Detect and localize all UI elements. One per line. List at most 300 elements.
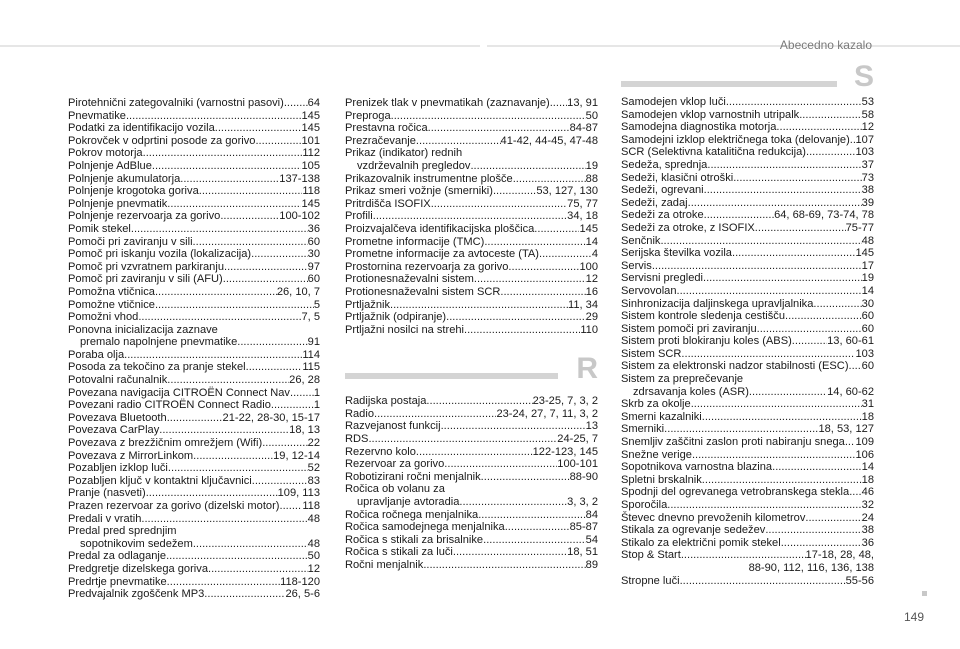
index-entry-pages: 31 xyxy=(861,398,874,411)
index-entry-pages: 103 xyxy=(855,347,874,360)
dot-leader xyxy=(373,210,567,223)
dot-leader xyxy=(757,323,862,336)
index-entry-pages: 13 xyxy=(585,420,598,433)
dot-leader xyxy=(664,423,818,436)
index-entry-term: Pomožne vtičnice xyxy=(68,298,155,311)
index-entry-pages: 38 xyxy=(861,524,874,537)
index-entry-term: Skrb za okolje xyxy=(621,398,691,411)
index-entry-term: Prostornina rezervoarja za gorivo xyxy=(345,260,509,273)
index-entry-term: Podatki za identifikacijo vozila xyxy=(68,122,215,135)
index-entry-term: Polnjenje rezervoarja za gorivo xyxy=(68,210,221,223)
index-entry xyxy=(68,412,320,425)
dot-leader xyxy=(167,576,280,589)
dot-leader xyxy=(652,260,862,273)
index-entry-pages: 1 xyxy=(313,386,320,399)
index-entry-pages: 106 xyxy=(855,448,874,461)
dot-leader xyxy=(849,486,861,499)
index-entry-term: Povezava Bluetooth xyxy=(68,411,167,424)
index-entry xyxy=(621,373,874,386)
index-entry xyxy=(345,223,598,236)
index-entry-term: Samodejen vklop varnostnih utripalk xyxy=(621,108,800,121)
dot-leader xyxy=(508,261,579,274)
index-entry xyxy=(68,261,320,274)
index-entry xyxy=(68,387,320,400)
index-entry-pages: 32 xyxy=(861,499,874,511)
index-entry xyxy=(68,399,320,412)
dot-leader xyxy=(255,135,301,148)
index-entry-term: Radijska postaja xyxy=(345,395,427,408)
index-entry xyxy=(68,576,320,589)
dot-leader xyxy=(550,97,567,110)
dot-leader xyxy=(483,534,586,547)
index-entry-pages: 145 xyxy=(579,222,598,235)
dot-leader xyxy=(271,399,314,412)
index-entry-pages: 101 xyxy=(301,134,320,147)
index-entry-term: Stop & Start xyxy=(621,549,681,562)
index-entry xyxy=(621,298,874,311)
dot-leader xyxy=(199,185,303,198)
index-entry-term: Ročica s stikali za luči xyxy=(345,546,453,559)
index-entry-term: Sopotnikova varnostna blazina xyxy=(621,461,773,474)
index-entry-term: Pomožna vtičnica xyxy=(68,285,155,298)
index-entry-term: Pomoč pri zaviranju v sili (AFU) xyxy=(68,273,223,286)
index-entry xyxy=(621,423,874,436)
index-entry-term: Prtljažnik (odpiranje) xyxy=(345,311,447,324)
index-entry xyxy=(345,198,598,211)
dot-leader xyxy=(539,248,592,261)
dot-leader xyxy=(426,395,532,408)
dot-leader xyxy=(799,109,861,122)
index-entry-pages: 13, 60-61 xyxy=(827,335,874,348)
index-entry-pages: 22 xyxy=(307,437,320,450)
dot-leader xyxy=(168,462,308,475)
index-entry xyxy=(345,324,598,337)
index-entry-term: Ročica samodejnega menjalnika xyxy=(345,521,505,534)
dot-leader xyxy=(208,563,308,576)
index-entry xyxy=(621,222,874,235)
index-entry xyxy=(68,236,320,249)
index-entry-term: RDS xyxy=(345,433,369,446)
index-entry-pages: 48 xyxy=(307,537,320,550)
index-entry xyxy=(345,433,598,446)
dot-leader xyxy=(428,122,570,135)
dot-leader xyxy=(215,122,302,135)
index-entry-pages: 103 xyxy=(855,146,874,159)
index-entry xyxy=(621,461,874,474)
index-entry-term: Polnjenje AdBlue xyxy=(68,159,152,172)
dot-leader xyxy=(390,299,568,312)
index-entry-pages: 19, 12-14 xyxy=(273,449,320,462)
index-entry-term: Protionesnaževalni sistem SCR xyxy=(345,285,501,298)
index-entry-pages: 24-25, 7 xyxy=(557,433,598,446)
dot-leader xyxy=(513,173,586,186)
dot-leader xyxy=(155,299,314,312)
dot-leader xyxy=(688,197,862,210)
index-entry-term: Ročica ročnega menjalnika xyxy=(345,508,479,521)
index-entry-pages: 26, 10, 7 xyxy=(276,285,320,298)
index-entry xyxy=(345,135,598,148)
index-entry-term: Pritrdišča ISOFIX xyxy=(345,197,431,210)
index-entry xyxy=(621,260,874,273)
index-entry xyxy=(345,286,598,299)
index-entry-pages: 5 xyxy=(313,298,320,311)
index-entry xyxy=(345,236,598,249)
index-entry-term: Polnjenje akumulatorja xyxy=(68,172,181,185)
index-entry xyxy=(621,209,874,222)
index-entry xyxy=(621,411,874,424)
dot-leader xyxy=(493,185,536,198)
index-entry xyxy=(345,395,598,408)
index-entry-pages: 26, 28 xyxy=(289,374,320,387)
index-entry xyxy=(621,235,874,248)
index-entry-term: Pomožni vhod xyxy=(68,311,139,324)
index-entry-term: Predali v vratih xyxy=(68,512,142,525)
index-entry-pages: 18 xyxy=(861,410,874,423)
index-entry-term: Ročni menjalnik xyxy=(345,559,424,571)
index-entry-pages: 46 xyxy=(861,486,874,499)
dot-leader xyxy=(193,450,273,463)
dot-leader xyxy=(726,96,862,109)
index-entry-pages: 55-56 xyxy=(845,574,874,587)
index-entry-pages: 109, 113 xyxy=(277,487,320,500)
index-entry-term: Smerni kazalniki xyxy=(621,410,702,423)
index-entry-term: Povezana navigacija CITROËN Connect Nav xyxy=(68,386,290,399)
dot-leader xyxy=(667,499,861,512)
index-entry-pages: 17-18, 28, 48, xyxy=(805,549,874,562)
index-entry-term: Števec dnevno prevoženih kilometrov xyxy=(621,511,806,524)
dot-leader xyxy=(237,336,307,349)
dot-leader xyxy=(459,496,567,509)
index-entry-pages: 26, 5-6 xyxy=(285,588,320,601)
dot-leader xyxy=(703,272,862,285)
index-entry-term: Prometne informacije za avtoceste (TA) xyxy=(345,248,540,261)
dot-leader xyxy=(152,160,302,173)
dot-leader xyxy=(453,546,567,559)
index-entry-pages: 100 xyxy=(579,260,598,273)
index-entry xyxy=(68,361,320,374)
index-entry-pages: 19 xyxy=(861,272,874,285)
index-entry xyxy=(345,273,598,286)
index-entry xyxy=(68,487,320,500)
dot-leader xyxy=(680,575,846,588)
index-entry-pages: 60 xyxy=(861,310,874,323)
index-entry xyxy=(68,450,320,463)
index-entry-term: Povezani radio CITROËN Connect Radio xyxy=(68,399,271,412)
dot-leader xyxy=(681,549,806,562)
index-entry-pages: 7, 5 xyxy=(301,311,320,324)
dot-leader xyxy=(146,487,278,500)
index-entry-pages: 88-90 xyxy=(569,470,598,483)
index-entry xyxy=(345,420,598,433)
index-entry-pages: 122-123, 145 xyxy=(532,445,598,458)
index-entry-pages: 12 xyxy=(307,562,320,575)
section-letter-heading xyxy=(345,352,598,388)
index-entry xyxy=(345,496,598,509)
index-entry-term: Stikalo za električni pomik stekel xyxy=(621,536,781,549)
dot-leader xyxy=(749,386,827,399)
dot-leader xyxy=(167,198,301,211)
index-entry-term: Pokrov motorja xyxy=(68,147,143,160)
index-entry-pages: 50 xyxy=(307,550,320,563)
index-entry-term: Sistem proti blokiranju koles (ABS) xyxy=(621,335,792,348)
index-entry-term: Prikazovalnik instrumentne plošče xyxy=(345,172,513,185)
index-entry-pages: 12 xyxy=(585,273,598,286)
dot-leader xyxy=(131,223,308,236)
index-entry-pages: 18, 51 xyxy=(567,546,598,559)
index-entry xyxy=(621,285,874,298)
index-entry-term: Sistem SCR xyxy=(621,347,682,360)
index-entry-term: Pomoči pri zaviranju v sili xyxy=(68,235,193,248)
index-entry-pages: 18, 13 xyxy=(289,424,320,437)
index-entry xyxy=(68,173,320,186)
page-number: 149 xyxy=(904,610,925,624)
index-entry-pages: 145 xyxy=(301,122,320,135)
index-entry-pages: 145 xyxy=(301,197,320,210)
index-entry-term: Potovalni računalnik xyxy=(68,374,168,387)
index-entry-pages: 64 xyxy=(307,97,320,109)
index-entry-term: Pomoč pri vzvratnem parkiranju xyxy=(68,260,224,273)
header-rule-right xyxy=(487,45,960,47)
index-entry xyxy=(621,348,874,361)
dot-leader xyxy=(143,147,303,160)
index-entry-pages: 54 xyxy=(585,533,598,546)
index-entry-pages: 85-87 xyxy=(569,521,598,534)
index-entry-term: Prtljažni nosilci na strehi xyxy=(345,323,464,336)
index-entry xyxy=(345,311,598,324)
index-entry-term: Ročica ob volanu za xyxy=(345,483,445,496)
index-entry-term: Snemljiv zaščitni zaslon proti nabiranju snega xyxy=(621,436,845,449)
index-column-p-r xyxy=(345,97,598,572)
index-entry-term: Pokrovček v odprtini posode za gorivo xyxy=(68,134,256,147)
dot-leader xyxy=(279,500,302,513)
index-entry-term: Predgretje dizelskega goriva xyxy=(68,562,208,575)
index-entry-term: Prenizek tlak v pnevmatikah (zaznavanje) xyxy=(345,97,550,109)
index-entry-term: Prestavna ročica xyxy=(345,122,428,135)
dot-leader xyxy=(180,173,279,186)
index-entry xyxy=(621,537,874,550)
index-entry-term: Predrtje pnevmatike xyxy=(68,575,167,588)
dot-leader xyxy=(223,273,308,286)
index-entry-pages: 88-90, 112, 116, 136, 138 xyxy=(748,561,874,574)
index-entry-term: Sedeži, ogrevani xyxy=(621,184,704,197)
index-entry-term: Ročica s stikali za brisalnike xyxy=(345,533,484,546)
index-entry xyxy=(345,110,598,123)
dot-leader xyxy=(484,236,585,249)
index-entry-pages: 29 xyxy=(585,311,598,324)
index-entry-pages: 12 xyxy=(861,121,874,134)
index-entry xyxy=(621,335,874,348)
index-entry-pages: 109 xyxy=(855,436,874,449)
dot-leader xyxy=(785,310,862,323)
index-entry-pages: 114 xyxy=(302,348,320,361)
index-entry xyxy=(68,110,320,123)
index-entry xyxy=(621,449,874,462)
index-entry-pages: 60 xyxy=(307,273,320,286)
dot-leader xyxy=(704,209,774,222)
index-entry-pages: 50 xyxy=(585,109,598,122)
index-entry-term: Sedeži, klasični otroški xyxy=(621,171,734,184)
index-entry xyxy=(68,349,320,362)
index-entry xyxy=(68,437,320,450)
index-entry-term: Prikaz (indikator) rednih xyxy=(345,147,463,160)
index-entry-term: Pomoč pri iskanju vozila (lokalizacija) xyxy=(68,248,252,261)
index-entry xyxy=(68,210,320,223)
index-entry-term: Sporočila xyxy=(621,499,668,511)
index-entry xyxy=(621,172,874,185)
index-entry-term: Sinhronizacija daljinskega upravljalnika xyxy=(621,297,814,310)
index-entry-term: Servis xyxy=(621,259,652,272)
dot-leader xyxy=(805,512,861,525)
index-entry-pages: 84-87 xyxy=(569,122,598,135)
index-entry-pages: 30 xyxy=(307,248,320,261)
dot-leader xyxy=(193,538,308,551)
index-entry-term: zdrsavanja koles (ASR) xyxy=(633,385,749,398)
index-entry xyxy=(621,197,874,210)
index-entry-term: Spodnji del ogrevanega vetrobranskega stekla xyxy=(621,486,850,499)
index-entry-term: Sistem za preprečevanje xyxy=(621,373,744,386)
index-entry xyxy=(621,247,874,260)
index-entry-pages: 105 xyxy=(301,159,320,172)
index-entry-pages: 39 xyxy=(861,196,874,209)
index-entry xyxy=(345,483,598,496)
index-entry-term: Samodejni izklop električnega toka (delovanje) xyxy=(621,133,850,146)
index-entry-term: Sedeža, sprednja xyxy=(621,158,708,171)
dot-leader xyxy=(155,286,277,299)
index-entry xyxy=(621,272,874,285)
index-entry xyxy=(68,462,320,475)
index-entry xyxy=(621,310,874,323)
section-spacer xyxy=(345,336,598,358)
index-entry xyxy=(68,538,320,551)
index-entry-term: Predvajalnik zgoščenk MP3 xyxy=(68,588,205,601)
index-entry xyxy=(68,336,320,349)
index-entry xyxy=(68,122,320,135)
index-entry-pages: 14 xyxy=(861,284,874,297)
index-entry-pages: 137-138 xyxy=(279,172,320,185)
index-entry-term: Robotizirani ročni menjalnik xyxy=(345,470,481,483)
dot-leader xyxy=(692,449,856,462)
index-entry-pages: 11, 34 xyxy=(567,298,598,311)
index-entry xyxy=(68,248,320,261)
index-entry-term: Profili xyxy=(345,210,373,223)
dot-leader xyxy=(290,387,314,400)
index-entry xyxy=(68,525,320,538)
dot-leader xyxy=(126,110,302,123)
dot-leader xyxy=(138,311,301,324)
index-entry-term: sopotnikovim sedežem xyxy=(80,537,193,550)
dot-leader xyxy=(262,437,307,450)
index-entry-term: Predal za odlaganje xyxy=(68,550,167,563)
section-letter-rule xyxy=(621,81,837,87)
dot-leader xyxy=(772,461,862,474)
index-entry-term: Povezava CarPlay xyxy=(68,424,160,437)
index-entry xyxy=(68,588,320,601)
index-entry xyxy=(621,562,874,575)
index-entry-term: Sistem kontrole sledenja cestišču xyxy=(621,310,786,323)
index-column-s xyxy=(621,60,874,587)
index-entry xyxy=(345,471,598,484)
index-entry xyxy=(345,521,598,534)
dot-leader xyxy=(252,475,308,488)
index-entry-pages: 48 xyxy=(307,512,320,525)
index-entry xyxy=(621,474,874,487)
index-entry xyxy=(68,424,320,437)
index-entry-term: Prazen rezervoar za gorivo (dizelski motor) xyxy=(68,500,280,512)
index-entry-pages: 23-25, 7, 3, 2 xyxy=(532,395,598,408)
index-entry-pages: 36 xyxy=(307,222,320,235)
dot-leader xyxy=(478,509,585,522)
index-entry-term: Rezervno kolo xyxy=(345,445,416,458)
index-entry xyxy=(621,499,874,512)
index-entry xyxy=(621,360,874,373)
index-column-p xyxy=(68,97,320,601)
index-entry-pages: 118 xyxy=(302,185,320,198)
index-entry-pages: 37 xyxy=(861,158,874,171)
dot-leader xyxy=(416,446,533,459)
index-entry-term: Samodejen vklop luči xyxy=(621,96,726,108)
index-entry-pages: 115 xyxy=(302,361,320,374)
index-entry xyxy=(68,97,320,110)
index-entry-pages: 118 xyxy=(302,500,320,512)
index-entry-term: Pnevmatike xyxy=(68,109,126,122)
index-entry-term: Razvejanost funkcij xyxy=(345,420,441,433)
index-entry-pages: 107 xyxy=(855,133,874,146)
dot-leader xyxy=(707,159,861,172)
dot-leader xyxy=(416,135,501,148)
index-entry xyxy=(68,273,320,286)
index-entry-pages: 38 xyxy=(861,184,874,197)
index-entry xyxy=(68,198,320,211)
index-entry xyxy=(345,299,598,312)
dot-leader xyxy=(732,247,856,260)
dot-leader xyxy=(765,524,861,537)
dot-leader xyxy=(755,222,846,235)
index-entry-pages: 52 xyxy=(307,462,320,475)
index-entry-term: Protionesnaževalni sistem xyxy=(345,273,474,286)
index-entry-pages: 53 xyxy=(861,96,874,108)
dot-leader xyxy=(431,198,567,211)
dot-leader xyxy=(167,374,289,387)
index-entry xyxy=(68,135,320,148)
dot-leader xyxy=(702,411,862,424)
index-entry xyxy=(621,121,874,134)
index-entry-term: Sistem za elektronski nadzor stabilnosti (ESC) xyxy=(621,360,849,373)
dot-leader xyxy=(368,433,557,446)
index-entry xyxy=(621,109,874,122)
index-entry xyxy=(68,299,320,312)
index-entry-pages: 48 xyxy=(861,234,874,247)
index-entry-pages: 118-120 xyxy=(280,575,320,588)
dot-leader xyxy=(781,537,862,550)
index-entry-term: Radio xyxy=(345,407,374,420)
index-entry xyxy=(345,97,598,110)
index-entry-term: Rezervoar za gorivo xyxy=(345,458,445,471)
dot-leader xyxy=(481,471,570,484)
dot-leader xyxy=(251,248,308,261)
index-entry-pages: 60 xyxy=(861,360,874,373)
dot-leader xyxy=(284,97,308,110)
index-entry-pages: 4 xyxy=(591,248,598,261)
index-entry-pages: 75-77 xyxy=(845,221,874,234)
index-entry-pages: 23-24, 27, 7, 11, 3, 2 xyxy=(496,407,598,420)
index-entry-pages: 58 xyxy=(861,108,874,121)
index-entry xyxy=(68,374,320,387)
section-letter-heading xyxy=(621,60,874,96)
index-entry-pages: 145 xyxy=(301,109,320,122)
index-entry xyxy=(345,446,598,459)
index-entry-pages: 75, 77 xyxy=(567,197,598,210)
index-entry-term: Stropne luči xyxy=(621,574,680,587)
